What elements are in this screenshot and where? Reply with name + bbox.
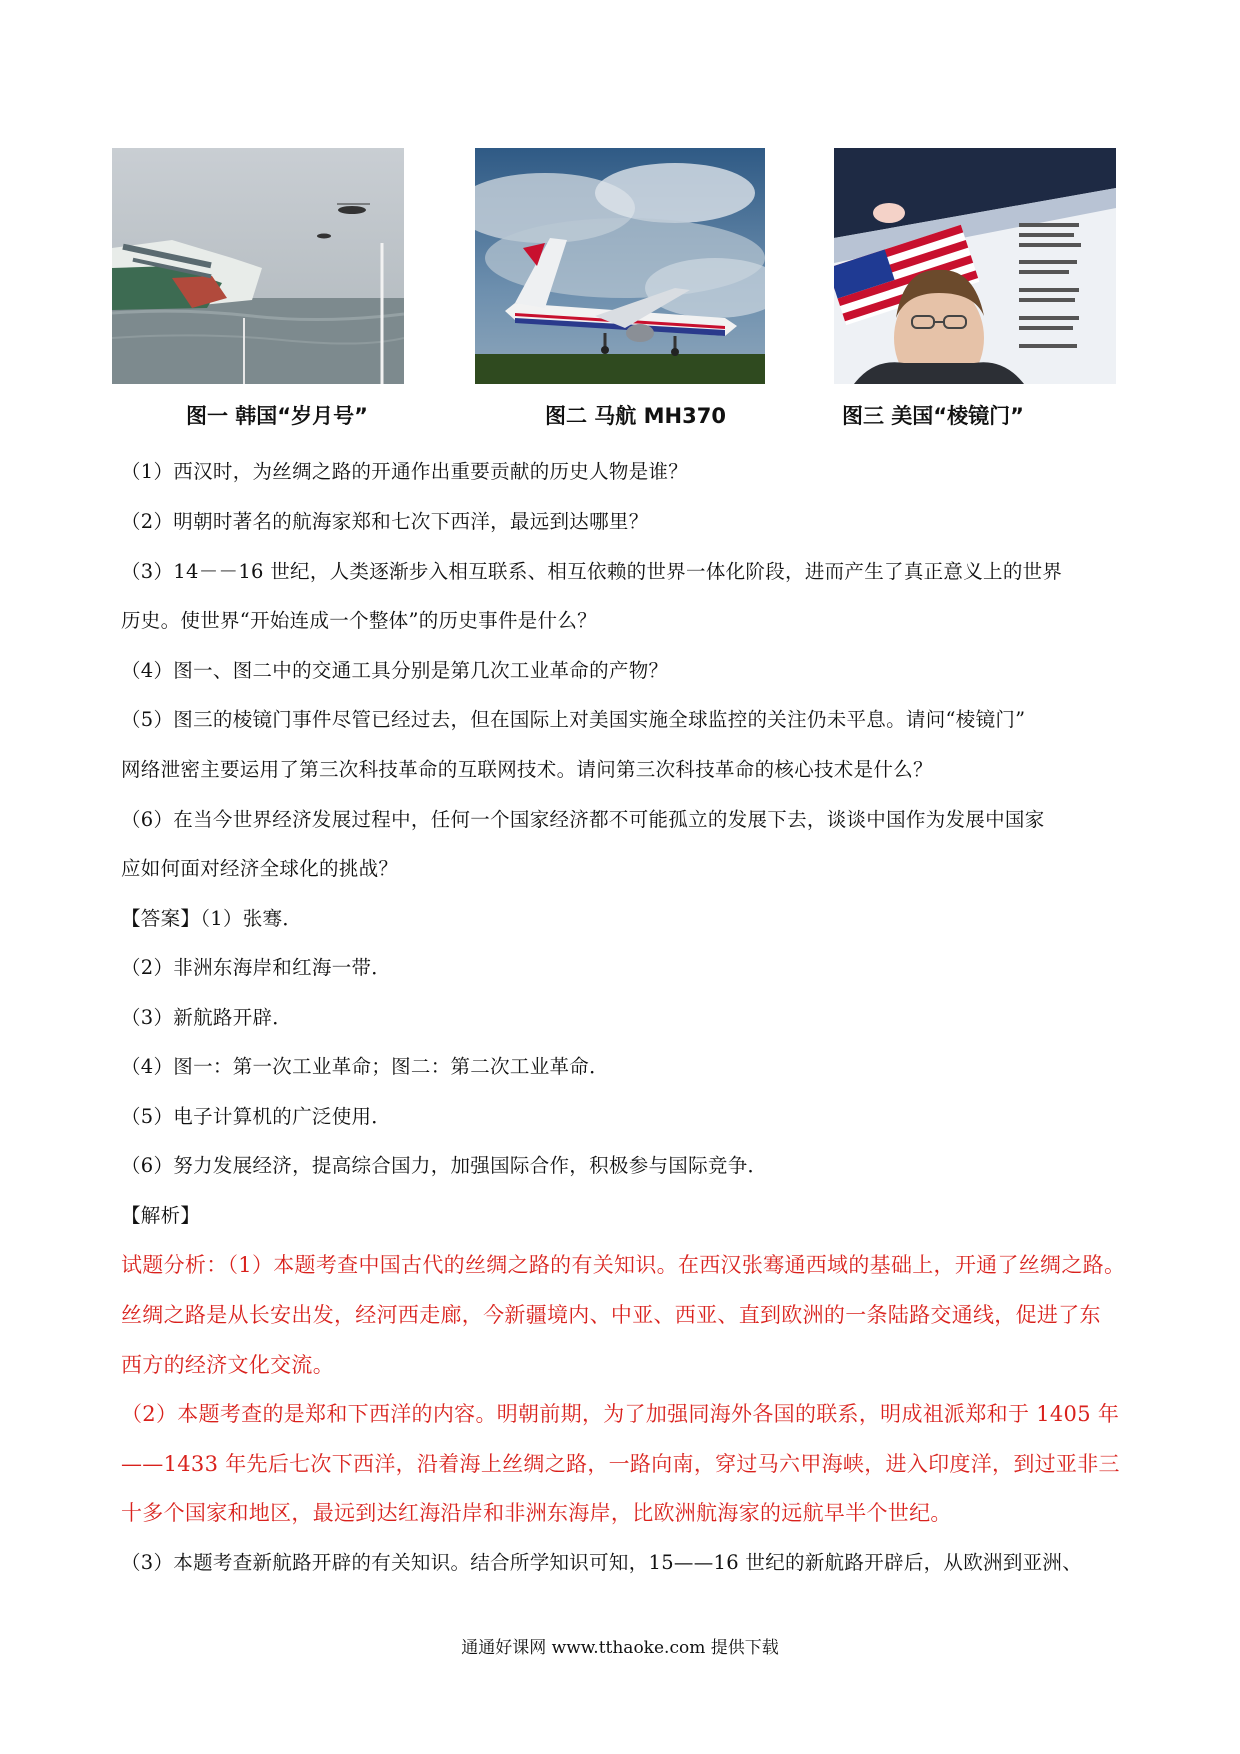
capsized-ship-photo: [112, 148, 404, 384]
question-line: 网络泄密主要运用了第三次科技革命的互联网技术。请问第三次科技革命的核心技术是什么？: [121, 758, 933, 781]
question-line: （3）14－－16 世纪，人类逐渐步入相互联系、相互依赖的世界一体化阶段，进而产生了真正意义上的世界: [121, 560, 1063, 583]
analysis-line: 十多个国家和地区，最远到达红海沿岸和非洲东海岸，比欧洲航海家的远航早半个世纪。: [121, 1501, 952, 1525]
analysis-line: 丝绸之路是从长安出发，经河西走廊，今新疆境内、中亚、西亚、直到欧洲的一条陆路交通线，促进了东: [121, 1303, 1101, 1327]
figure-caption: 图三 美国“棱镜门”: [842, 404, 1024, 428]
analysis-line: ——1433 年先后七次下西洋，沿着海上丝绸之路，一路向南，穿过马六甲海峡，进入印度洋，到过亚非三: [121, 1452, 1120, 1476]
answer-line: （2）非洲东海岸和红海一带．: [121, 956, 392, 979]
analysis-heading: 【解析】: [121, 1204, 201, 1227]
figure-caption: 图二 马航 MH370: [545, 404, 726, 428]
figure-row: [112, 148, 1122, 438]
question-line: （1）西汉时，为丝绸之路的开通作出重要贡献的历史人物是谁？: [121, 460, 689, 483]
analysis-line: （3）本题考查新航路开辟的有关知识。结合所学知识可知，15——16 世纪的新航路开辟后，从欧洲到亚洲、: [121, 1551, 1083, 1574]
figure-caption: 图一 韩国“岁月号”: [186, 404, 368, 428]
analysis-line: 试题分析：（1）本题考查中国古代的丝绸之路的有关知识。在西汉张骞通西域的基础上，开通了丝绸之路。: [121, 1253, 1126, 1277]
question-line: （4）图一、图二中的交通工具分别是第几次工业革命的产物？: [121, 659, 669, 682]
question-line: 历史。使世界“开始连成一个整体”的历史事件是什么？: [121, 609, 597, 632]
answer-line: （6）努力发展经济，提高综合国力，加强国际合作，积极参与国际竞争．: [121, 1154, 768, 1177]
figure-2: [475, 148, 765, 428]
analysis-line: 西方的经济文化交流。: [121, 1353, 334, 1377]
answer-line: （4）图一：第一次工业革命；图二：第二次工业革命．: [121, 1055, 609, 1078]
figure-1: [112, 148, 404, 428]
analysis-line: （2）本题考查的是郑和下西洋的内容。明朝前期，为了加强同海外各国的联系，明成祖派郑和于 1405 年: [121, 1402, 1120, 1426]
page-footer: 通通好课网 www.tthaoke.com 提供下载: [461, 1638, 779, 1658]
figure-3: [834, 148, 1116, 428]
question-line: （6）在当今世界经济发展过程中，任何一个国家经济都不可能孤立的发展下去，谈谈中国作为发展中国家: [121, 808, 1045, 831]
question-line: 应如何面对经济全球化的挑战？: [121, 857, 399, 880]
airplane-photo: [475, 148, 765, 384]
question-line: （2）明朝时著名的航海家郑和七次下西洋，最远到达哪里？: [121, 510, 649, 533]
answer-line: （5）电子计算机的广泛使用．: [121, 1105, 392, 1128]
prism-scandal-photo: [834, 148, 1116, 384]
answer-line: 【答案】（1）张骞．: [121, 907, 303, 930]
question-line: （5）图三的棱镜门事件尽管已经过去，但在国际上对美国实施全球监控的关注仍未平息。请问“棱镜门”: [121, 708, 1026, 731]
answer-line: （3）新航路开辟．: [121, 1006, 293, 1029]
